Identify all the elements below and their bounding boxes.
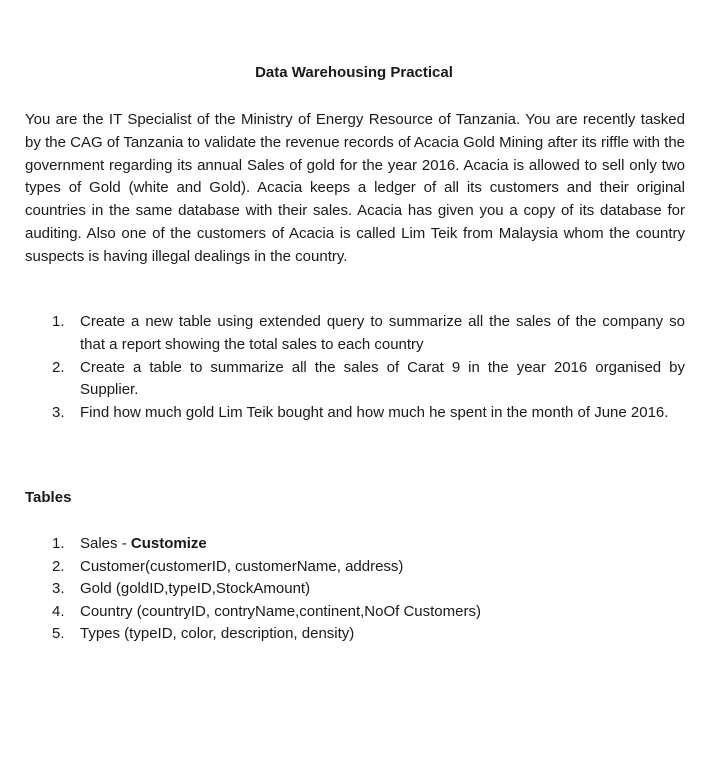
table-item — [25, 533, 685, 556]
table-number: 4. — [52, 602, 65, 620]
task-item — [25, 311, 685, 357]
task-text: Create a table to summarize all the sales of Carat 9 in the year 2016 organised by Supplier. — [80, 358, 685, 399]
task-number: 1. — [52, 313, 65, 330]
task-item — [25, 357, 685, 403]
task-item — [25, 402, 685, 425]
table-item — [25, 556, 685, 579]
task-list — [25, 311, 685, 425]
table-text-bold: Customize — [130, 535, 207, 552]
table-number: 1. — [52, 535, 65, 552]
table-text: Customer(customerID, customerName, address) — [80, 557, 404, 575]
document-title: Data Warehousing Practical — [255, 64, 453, 81]
table-text: Sales - — [80, 535, 131, 552]
table-item — [25, 578, 685, 601]
intro-paragraph: You are the IT Specialist of the Ministry of Energy Resource of Tanzania. You are recently tasked by the CAG of Tanzania to validate the revenue records of Acacia Gold Mining after its riffle with the government regarding its annual Sales of gold for the year 2016. Acacia is allowed to sell only two types of Gold (white and Gold). Acacia keeps a ledger of all its customers and their original countries in the same database with their sales. Acacia has given you a copy of its database for auditing. Also one of the customers of Acacia is called Lim Teik from Malaysia whom the country suspects is having illegal dealings in the country. — [25, 111, 685, 265]
table-text: Types (typeID, color, description, density) — [80, 625, 355, 643]
table-item — [25, 623, 685, 646]
table-item — [25, 601, 685, 624]
task-number: 2. — [52, 358, 65, 376]
table-number: 5. — [52, 625, 65, 643]
tables-heading: Tables — [25, 489, 72, 506]
table-text: Gold (goldID,typeID,StockAmount) — [80, 580, 311, 598]
tables-list — [25, 533, 685, 646]
task-number: 3. — [52, 404, 65, 422]
table-text: Country (countryID, contryName,continent,NoOf Customers) — [80, 602, 481, 620]
task-text: Find how much gold Lim Teik bought and how much he spent in the month of June 2016. — [80, 404, 669, 422]
task-text: Create a new table using extended query to summarize all the sales of the company so that a report showing the total sales to each country — [80, 313, 685, 353]
table-number: 3. — [52, 580, 65, 598]
table-number: 2. — [52, 557, 65, 575]
